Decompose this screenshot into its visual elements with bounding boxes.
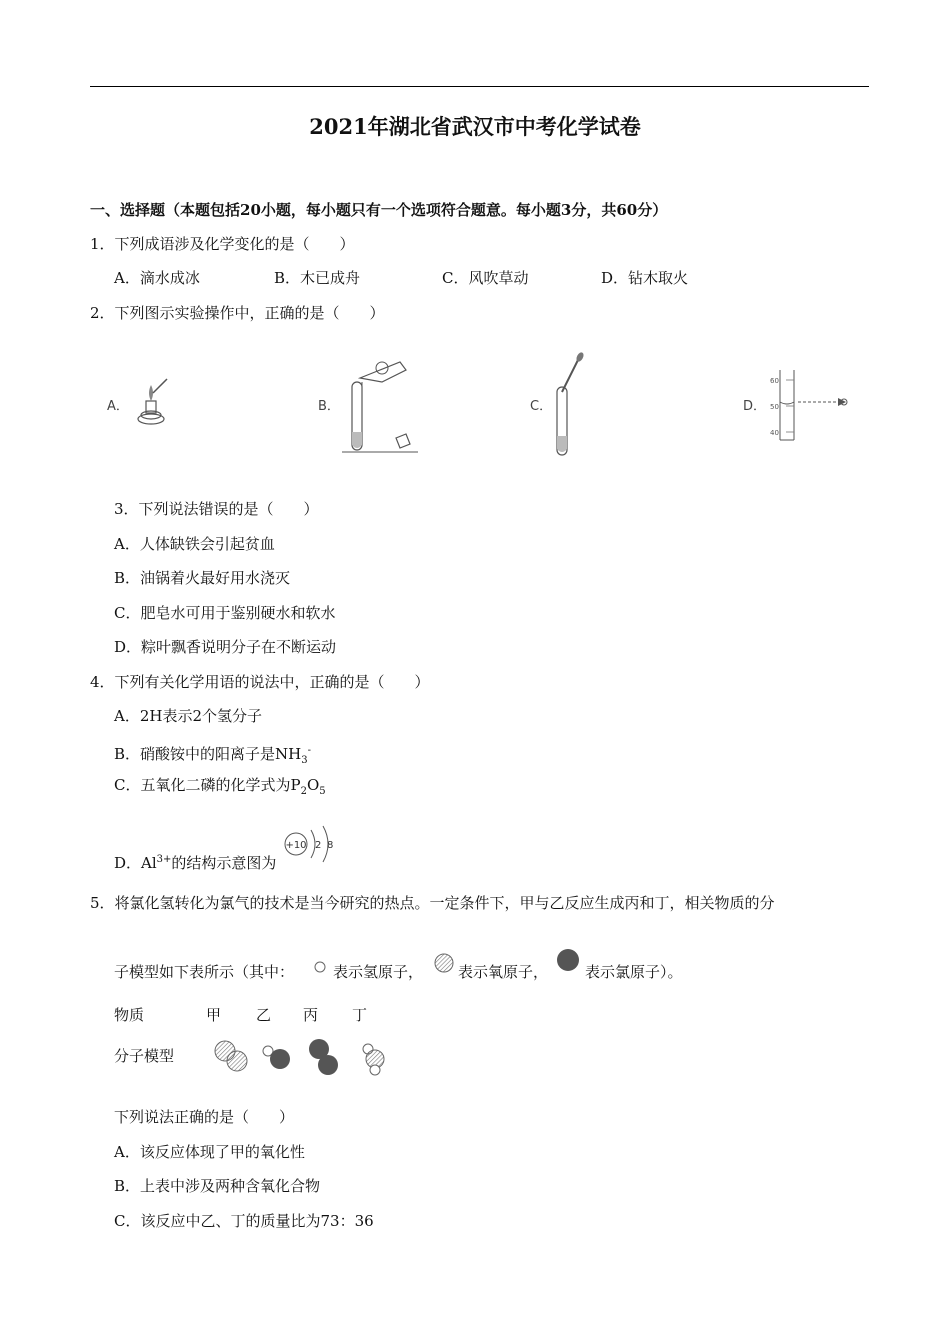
question-3-option-b: B．油锅着火最好用水浇灭 [114,569,291,587]
table-col-yi: 乙 [256,1006,272,1024]
molecule-ding-h2o [363,1044,384,1075]
question-1-stem: 1．下列成语涉及化学变化的是（ ） [90,235,355,253]
question-2-label-d: D． [743,399,767,414]
atom-structure-diagram [283,822,338,867]
question-5-option-a: A．该反应体现了甲的氧化性 [114,1143,305,1161]
question-5-legend-chlorine: 表示氯原子）。 [585,963,683,981]
cylinder-mark-40: 40 [770,429,779,437]
question-1-option-d: D．钻木取火 [601,269,689,287]
page-title: 2021年湖北省武汉市中考化学试卷 [309,114,641,139]
section-heading: 一、选择题（本题包括20小题，每小题只有一个选项符合题意。每小题3分，共60分） [90,201,668,219]
table-col-bing: 丙 [303,1006,319,1024]
molecule-bing-cl2 [309,1039,338,1075]
table-row-label-model: 分子模型 [114,1047,175,1065]
question-2-label-a: A． [107,399,129,414]
question-4-option-a: A．2H表示2个氢分子 [114,707,263,725]
question-2-label-c: C． [530,399,553,414]
header-rule [90,86,869,87]
pouring-liquid-illustration [340,352,420,457]
cylinder-mark-50: 50 [770,403,779,411]
shell-1-electrons: 2 [315,840,322,851]
question-1-option-a: A．滴水成冰 [114,269,200,287]
nucleus-charge: +10 [285,840,307,851]
question-5-option-c: C．该反应中乙、丁的质量比为73：36 [114,1212,374,1230]
question-4-option-d: D．$Al^{3+}$的结构示意图为 [114,854,277,872]
question-2-stem: 2．下列图示实验操作中，正确的是（ ） [90,304,385,322]
question-5-legend-oxygen: 表示氧原子， [458,963,549,981]
chlorine-atom-icon [556,948,582,974]
question-3-option-d: D．粽叶飘香说明分子在不断运动 [114,638,337,656]
table-col-ding: 丁 [352,1006,368,1024]
question-5-option-b: B．上表中涉及两种含氧化合物 [114,1177,321,1195]
oxygen-atom-icon [433,952,455,974]
question-4-option-c: C．五氧化二磷的化学式为$P_2O_5$ [114,776,326,797]
question-5-stem: 5．将氯化氢转化为氯气的技术是当今研究的热点。一定条件下，甲与乙反应生成丙和丁，相关物质的分 [90,894,775,912]
table-row-label-substance: 物质 [114,1006,145,1024]
graduated-cylinder-illustration [768,368,858,443]
question-5-legend-hydrogen: 表示氢原子， [333,963,424,981]
molecule-models-row [210,1035,400,1080]
question-4-stem: 4．下列有关化学用语的说法中，正确的是（ ） [90,673,430,691]
question-5-sub-stem: 下列说法正确的是（ ） [114,1108,295,1126]
question-3-stem: 3．下列说法错误的是（ ） [114,500,319,518]
question-1-option-b: B．木已成舟 [274,269,361,287]
dropper-illustration [550,352,590,460]
molecule-yi-hcl [263,1046,290,1069]
alcohol-lamp-illustration [133,375,173,430]
question-2-label-b: B． [318,399,340,414]
cylinder-mark-60: 60 [770,377,779,385]
table-col-jia: 甲 [206,1006,222,1024]
question-3-option-a: A．人体缺铁会引起贫血 [114,535,275,553]
hydrogen-atom-icon [313,960,327,974]
question-1-option-c: C．风吹草动 [442,269,529,287]
shell-2-electrons: 8 [327,840,334,851]
question-4-option-b: B．硝酸铵中的阳离子是$NH_3^-$ [114,745,311,766]
molecule-jia-o2 [215,1041,247,1071]
question-3-option-c: C．肥皂水可用于鉴别硬水和软水 [114,604,336,622]
question-5-legend-lead: 子模型如下表所示（其中： [114,963,295,981]
